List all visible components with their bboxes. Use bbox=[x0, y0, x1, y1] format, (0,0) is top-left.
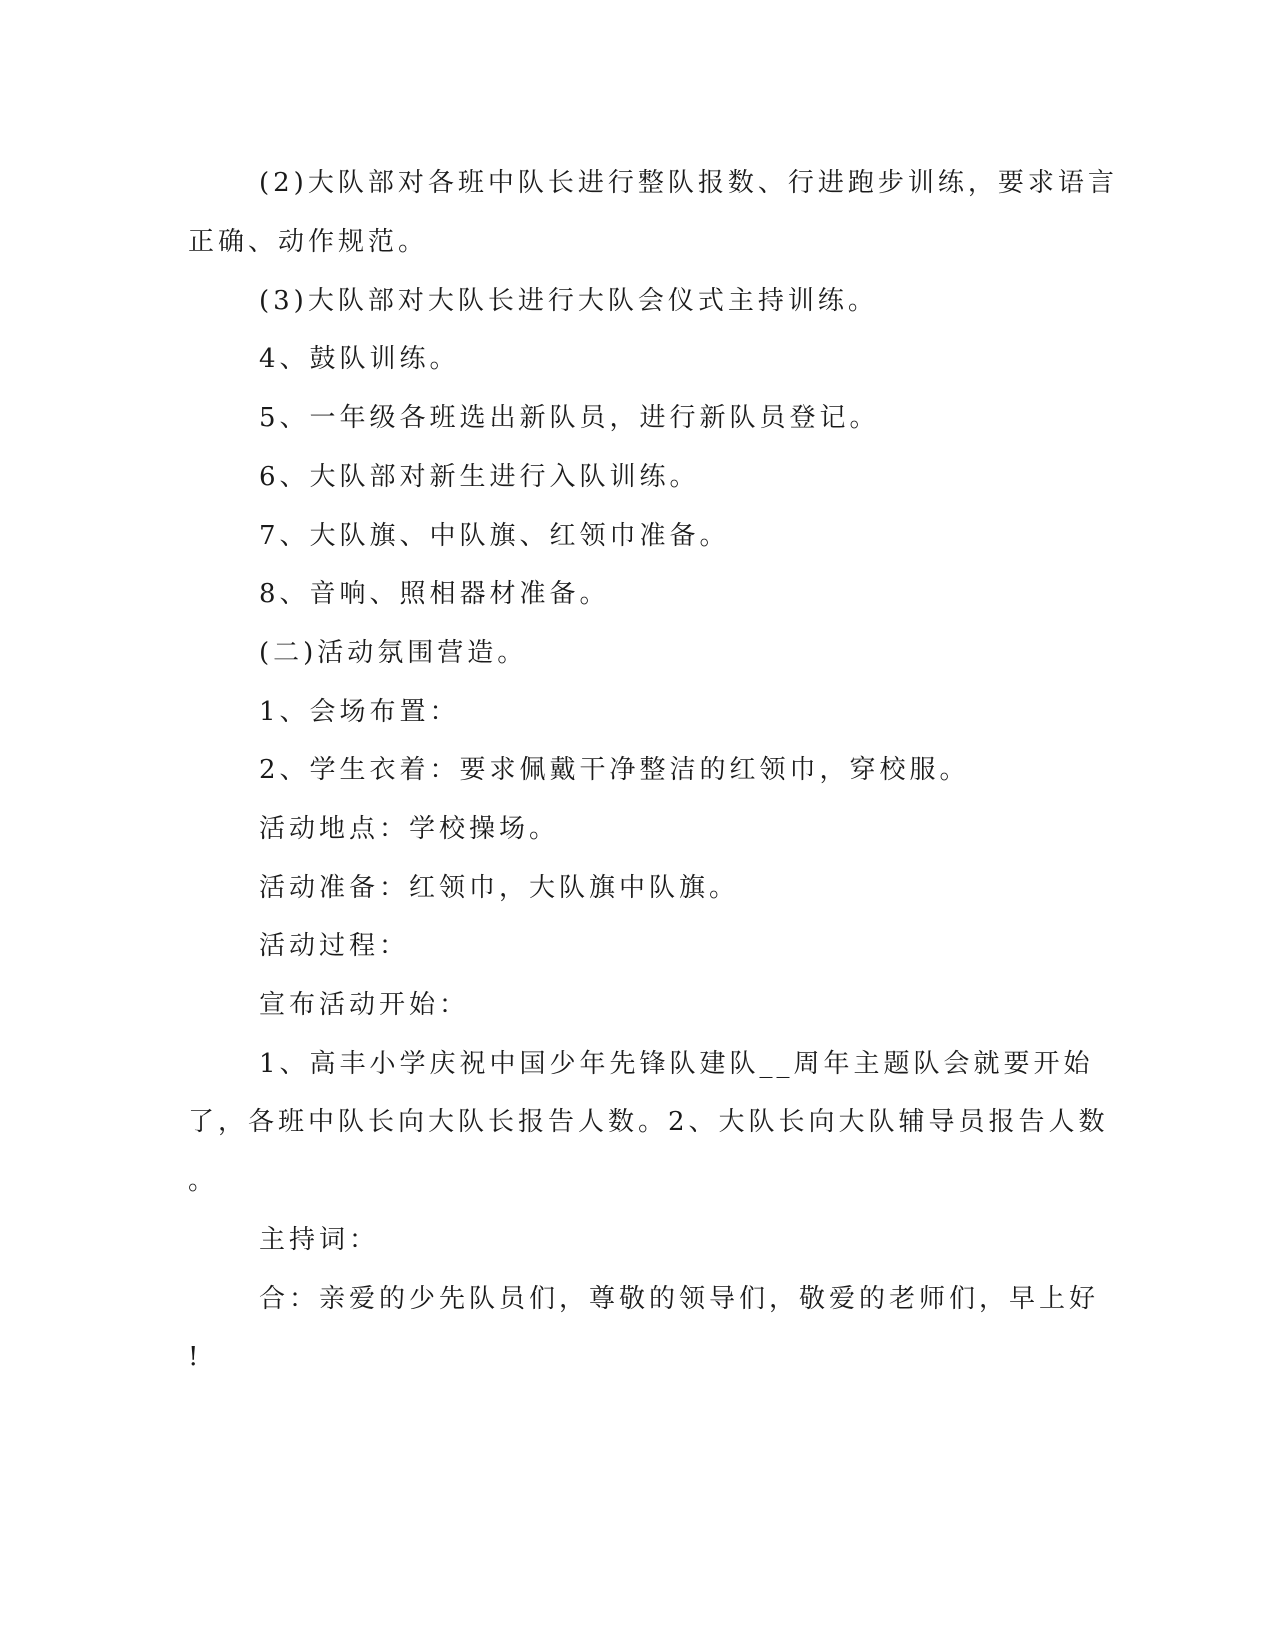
text-line: 合：亲爱的少先队员们，尊敬的领导们，敬爱的老师们，早上好 bbox=[259, 1284, 1100, 1314]
text-line: (2)大队部对各班中队长进行整队报数、行进跑步训练，要求语言 bbox=[259, 168, 1118, 198]
text-line: 2、学生衣着：要求佩戴干净整洁的红领巾，穿校服。 bbox=[259, 755, 970, 785]
text-line: 宣布活动开始： bbox=[259, 990, 470, 1020]
text-line: 了，各班中队长向大队长报告人数。2、大队长向大队辅导员报告人数 bbox=[188, 1107, 1109, 1137]
text-line: 8、音响、照相器材准备。 bbox=[259, 579, 610, 609]
text-line: 。 bbox=[188, 1166, 219, 1196]
text-line: 活动地点：学校操场。 bbox=[259, 814, 560, 844]
text-line: 活动准备：红领巾，大队旗中队旗。 bbox=[259, 873, 740, 903]
text-line: 7、大队旗、中队旗、红领巾准备。 bbox=[259, 521, 730, 551]
text-line: 4、鼓队训练。 bbox=[259, 344, 460, 374]
text-line: (3)大队部对大队长进行大队会仪式主持训练。 bbox=[259, 286, 878, 316]
text-line: 主持词： bbox=[259, 1225, 380, 1255]
text-line: ! bbox=[188, 1342, 203, 1372]
text-line: 1、会场布置： bbox=[259, 697, 460, 727]
text-line: 正确、动作规范。 bbox=[188, 227, 429, 257]
text-line: 5、一年级各班选出新队员，进行新队员登记。 bbox=[259, 403, 880, 433]
text-line: 1、高丰小学庆祝中国少年先锋队建队__周年主题队会就要开始 bbox=[259, 1049, 1094, 1079]
text-line: (二)活动氛围营造。 bbox=[259, 638, 528, 668]
text-line: 6、大队部对新生进行入队训练。 bbox=[259, 462, 700, 492]
text-line: 活动过程： bbox=[259, 931, 410, 961]
